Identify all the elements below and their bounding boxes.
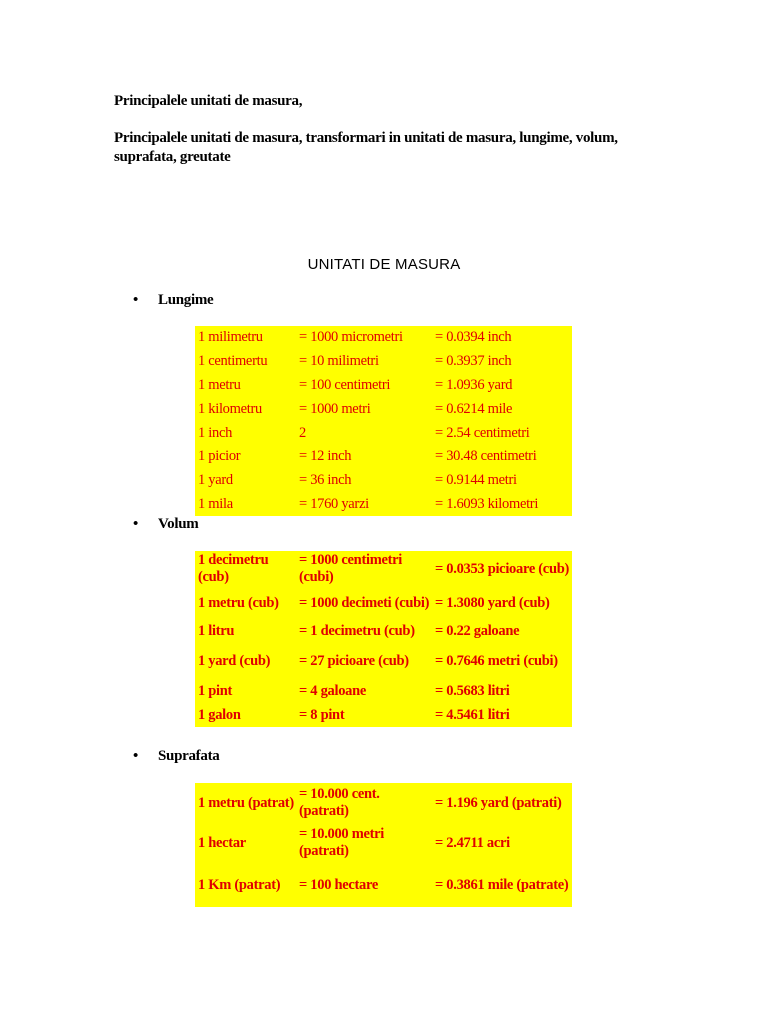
table-row <box>195 397 572 421</box>
table-row <box>195 823 572 863</box>
table-cell: = 12 inch <box>299 448 352 465</box>
table-cell: = 1000 decimeti (cubi) <box>299 594 430 611</box>
table-lungime <box>195 326 572 516</box>
table-cell: = 0.5683 litri <box>435 682 510 699</box>
table-row <box>195 703 572 727</box>
table-cell: 1 mila <box>198 495 233 512</box>
table-cell: 1 decimetru (cub) <box>198 552 269 585</box>
table-cell: = 2.54 centimetri <box>435 424 530 441</box>
table-cell: 1 yard (cub) <box>198 652 271 669</box>
table-cell: = 8 pint <box>299 706 345 723</box>
table-cell: = 0.9144 metri <box>435 472 517 489</box>
table-cell: = 2.4711 acri <box>435 834 510 851</box>
section-label-volum: Volum <box>158 516 199 532</box>
table-cell: = 0.0394 inch <box>435 329 512 346</box>
table-cell: 2 <box>299 424 306 441</box>
table-row <box>195 445 572 469</box>
bullet-icon: • <box>133 292 138 308</box>
table-row <box>195 469 572 493</box>
bullet-icon: • <box>133 748 138 764</box>
table-cell: 1 picior <box>198 448 241 465</box>
table-cell: = 10.000 metri (patrati) <box>299 826 384 859</box>
table-cell: = 1000 micrometri <box>299 329 403 346</box>
table-cell: = 27 picioare (cub) <box>299 652 409 669</box>
table-cell: = 30.48 centimetri <box>435 448 537 465</box>
section-label-suprafata: Suprafata <box>158 748 220 764</box>
table-cell: 1 hectar <box>198 834 246 851</box>
table-row <box>195 863 572 907</box>
table-cell: = 0.0353 picioare (cub) <box>435 560 570 577</box>
table-cell: 1 yard <box>198 472 233 489</box>
table-cell: = 1.196 yard (patrati) <box>435 794 562 811</box>
table-cell: = 0.22 galoane <box>435 622 520 639</box>
table-cell: 1 pint <box>198 682 233 699</box>
table-row <box>195 587 572 619</box>
table-cell: = 0.6214 mile <box>435 400 513 417</box>
table-cell: = 10.000 cent. (patrati) <box>299 786 380 819</box>
table-cell: = 1000 metri <box>299 400 371 417</box>
table-cell: = 10 milimetri <box>299 353 379 370</box>
table-row <box>195 350 572 374</box>
table-cell: = 1000 centimetri (cubi) <box>299 552 403 585</box>
table-row <box>195 679 572 703</box>
table-cell: 1 metru (patrat) <box>198 794 294 811</box>
table-cell: = 1 decimetru (cub) <box>299 622 415 639</box>
table-cell: 1 milimetru <box>198 329 263 346</box>
table-cell: 1 metru <box>198 376 241 393</box>
table-cell: = 4.5461 litri <box>435 706 510 723</box>
table-row <box>195 374 572 398</box>
table-cell: = 1.3080 yard (cub) <box>435 594 550 611</box>
table-row <box>195 783 572 823</box>
intro-line-1: Principalele unitati de masura, <box>114 93 303 109</box>
table-cell: = 0.7646 metri (cubi) <box>435 652 558 669</box>
table-suprafata <box>195 783 572 907</box>
table-cell: 1 Km (patrat) <box>198 876 281 893</box>
table-row <box>195 643 572 679</box>
table-cell: = 1.0936 yard <box>435 376 513 393</box>
intro-line-2: Principalele unitati de masura, transformari in unitati de masura, lungime, volum, suprafata, greutate <box>114 130 618 165</box>
table-cell: = 4 galoane <box>299 682 366 699</box>
table-cell: 1 inch <box>198 424 233 441</box>
table-cell: = 36 inch <box>299 472 352 489</box>
table-cell: 1 metru (cub) <box>198 594 279 611</box>
table-cell: = 1760 yarzi <box>299 495 369 512</box>
table-row <box>195 551 572 587</box>
table-cell: 1 kilometru <box>198 400 262 417</box>
table-volum <box>195 551 572 727</box>
table-cell: = 0.3937 inch <box>435 353 512 370</box>
table-row <box>195 326 572 350</box>
section-label-lungime: Lungime <box>158 292 214 308</box>
table-cell: = 100 hectare <box>299 876 378 893</box>
table-cell: = 100 centimetri <box>299 376 391 393</box>
table-cell: 1 galon <box>198 706 241 723</box>
page-heading: UNITATI DE MASURA <box>307 256 461 273</box>
bullet-icon: • <box>133 516 138 532</box>
table-row <box>195 421 572 445</box>
table-cell: 1 litru <box>198 622 235 639</box>
table-cell: = 1.6093 kilometri <box>435 495 539 512</box>
table-row <box>195 493 572 517</box>
table-row <box>195 619 572 643</box>
table-cell: = 0.3861 mile (patrate) <box>435 876 569 893</box>
table-cell: 1 centimertu <box>198 353 268 370</box>
